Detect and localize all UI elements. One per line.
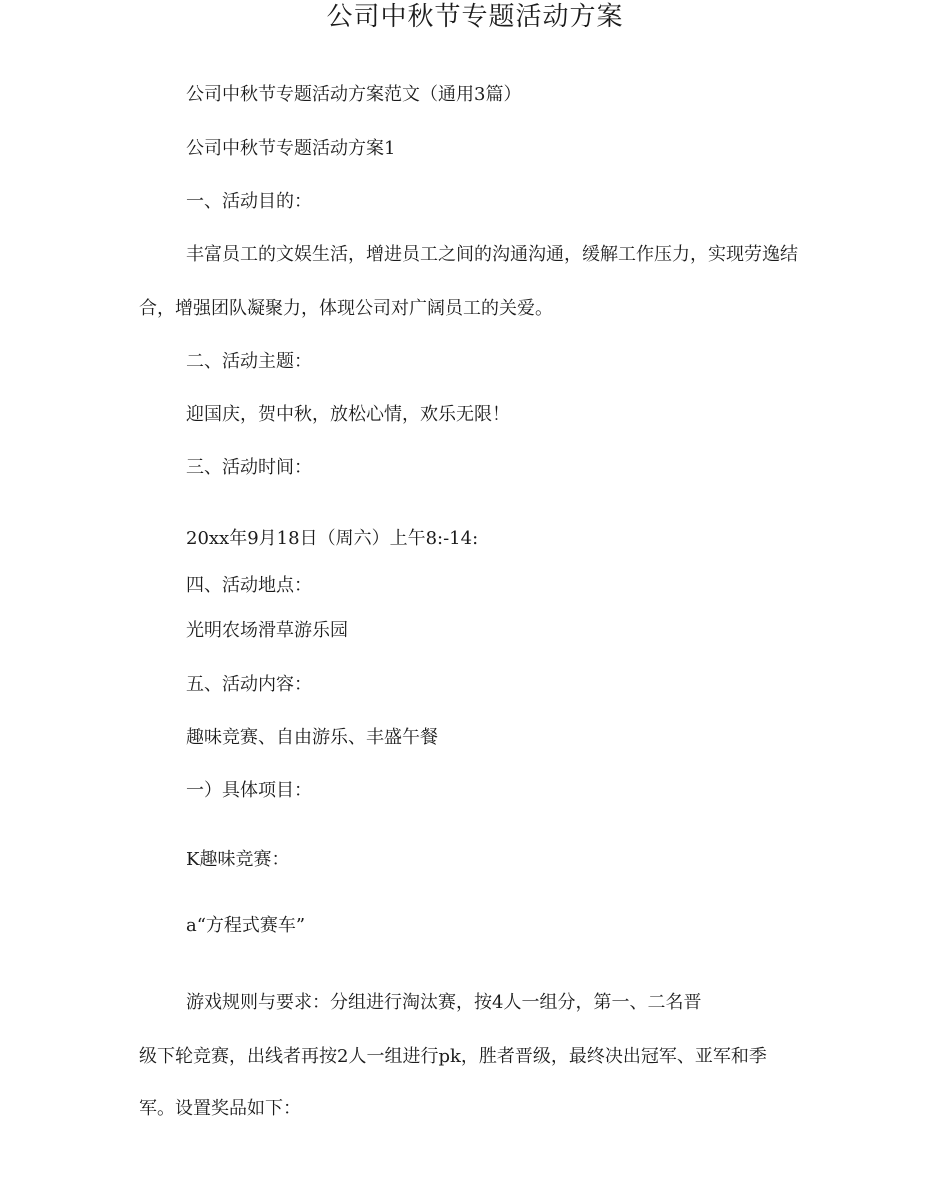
paragraph-line: 迎国庆，贺中秋，放松心情，欢乐无限！	[186, 404, 510, 425]
section-heading-time: 三、活动时间：	[186, 457, 312, 478]
paragraph-line: 合，增强团队凝聚力，体现公司对广阔员工的关爱。	[139, 298, 553, 319]
section-heading-location: 四、活动地点：	[186, 575, 312, 596]
document-title: 公司中秋节专题活动方案	[326, 2, 624, 32]
paragraph-line: 20xx年9月18日（周六）上午8:-14:	[186, 528, 479, 549]
paragraph-line: 趣味竞赛、自由游乐、丰盛午餐	[186, 727, 438, 748]
section-heading-purpose: 一、活动目的：	[186, 191, 312, 212]
paragraph-line: 军。设置奖品如下：	[139, 1098, 301, 1119]
paragraph-line: 级下轮竞赛，出线者再按2人一组进行pk，胜者晋级，最终决出冠军、亚军和季	[139, 1046, 767, 1067]
subtitle-line: 公司中秋节专题活动方案范文（通用3篇）	[186, 84, 522, 105]
paragraph-line: 光明农场滑草游乐园	[186, 620, 348, 641]
section-heading-content: 五、活动内容：	[186, 674, 312, 695]
subsection-heading: K趣味竞赛：	[186, 849, 290, 870]
paragraph-line: 游戏规则与要求：分组进行淘汰赛，按4人一组分，第一、二名晋	[186, 992, 702, 1013]
paragraph-line: 丰富员工的文娱生活，增进员工之间的沟通沟通，缓解工作压力，实现劳逸结	[186, 244, 798, 265]
plan-heading: 公司中秋节专题活动方案1	[186, 138, 396, 159]
section-heading-theme: 二、活动主题：	[186, 351, 312, 372]
item-heading: a“方程式赛车”	[186, 915, 306, 936]
subsection-heading: 一）具体项目：	[186, 780, 312, 801]
